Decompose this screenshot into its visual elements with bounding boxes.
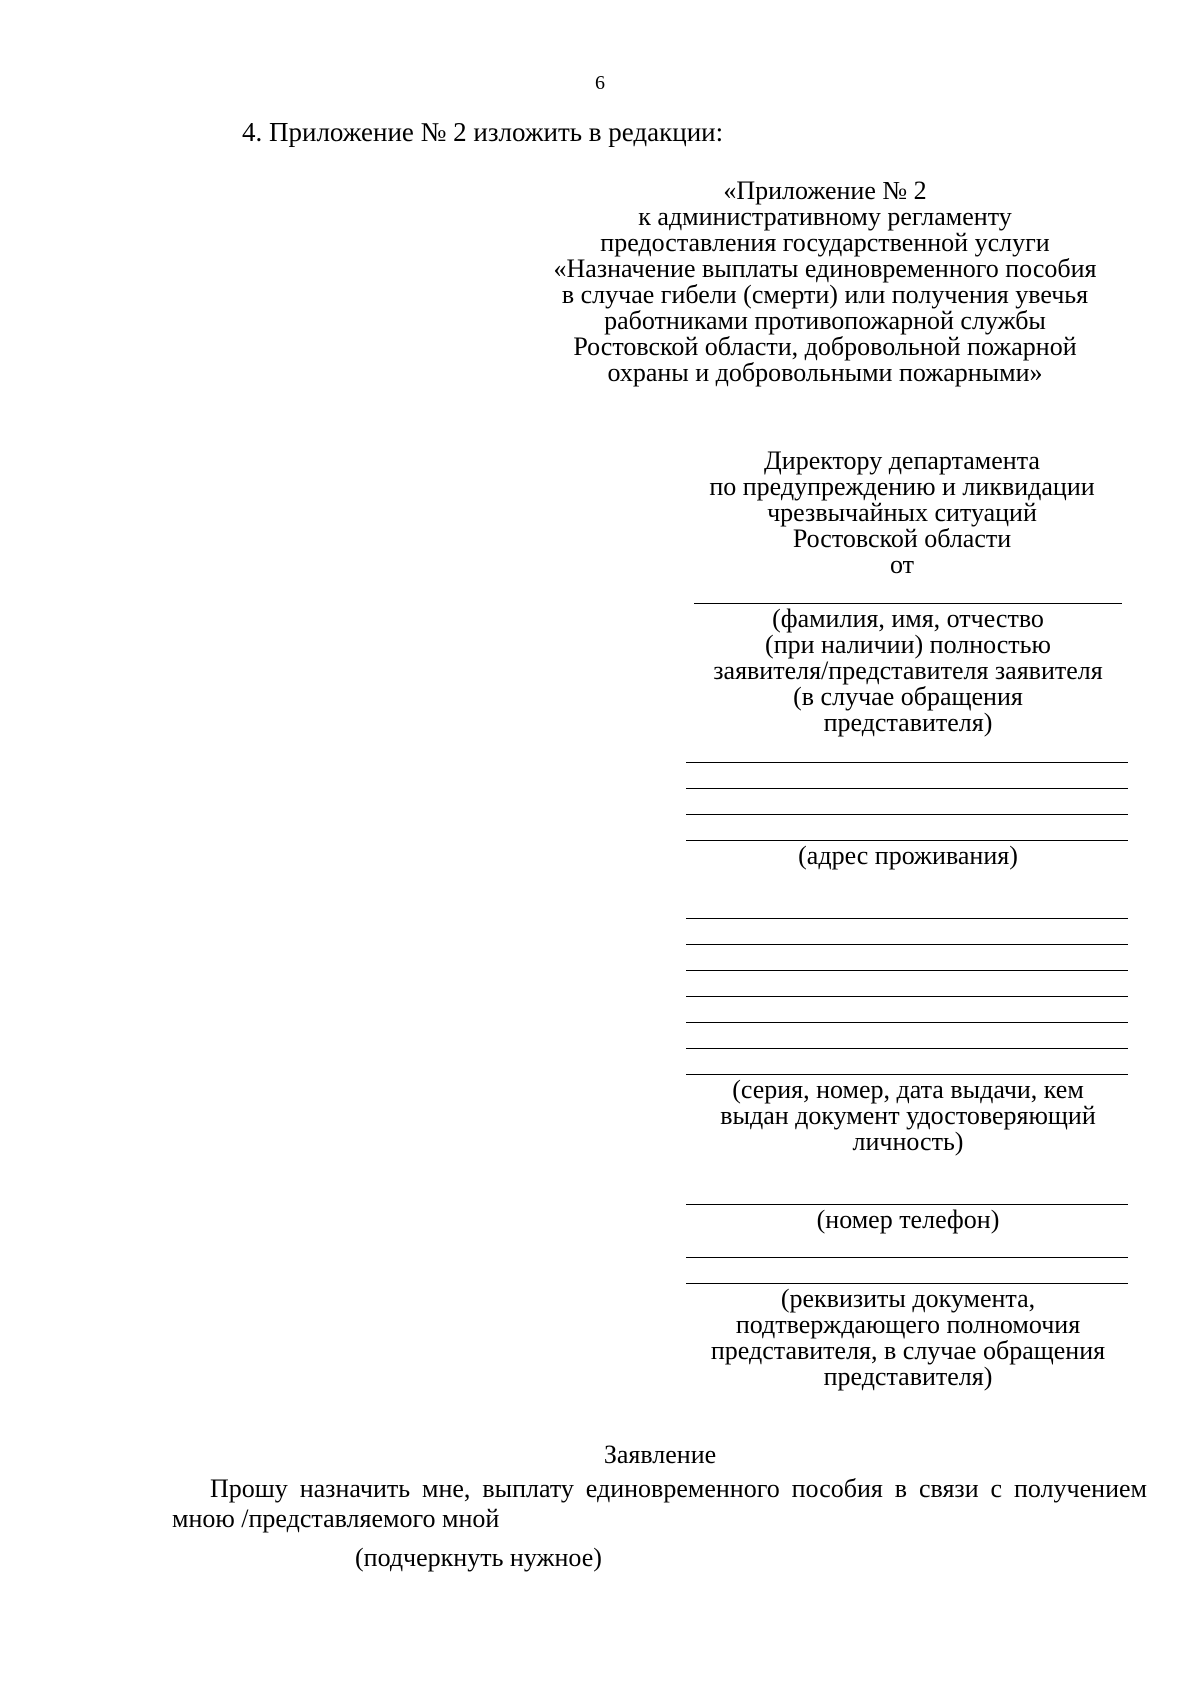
appendix-header <box>510 178 1140 386</box>
hint-line: представителя, в случае обращения <box>710 1336 1106 1365</box>
appendix-line: к административному регламенту <box>638 202 1012 231</box>
hint-line: выдан документ удостоверяющий <box>720 1101 1096 1130</box>
hint-line: представителя) <box>823 1362 993 1391</box>
appendix-line: охраны и добровольными пожарными» <box>607 358 1043 387</box>
addressee-line: чрезвычайных ситуаций <box>767 498 1037 527</box>
hint-line: (при наличии) полностью <box>765 630 1051 659</box>
address-line-2[interactable] <box>686 788 1128 789</box>
id-document-line-1[interactable] <box>686 918 1128 919</box>
hint-line: (в случае обращения <box>793 682 1023 711</box>
underline-hint: (подчеркнуть нужное) <box>355 1543 602 1572</box>
id-document-line-4[interactable] <box>686 996 1128 997</box>
phone-hint: (номер телефон) <box>816 1205 1000 1234</box>
addressee-line: Директору департамента <box>764 446 1040 475</box>
representative-document-hint <box>622 1286 1194 1390</box>
hint-line: (серия, номер, дата выдачи, кем <box>732 1075 1084 1104</box>
appendix-line: работниками противопожарной службы <box>604 306 1046 335</box>
appendix-line: «Назначение выплаты единовременного пособия <box>553 254 1097 283</box>
applicant-name-hint <box>622 606 1194 736</box>
hint-line: личность) <box>852 1127 964 1156</box>
id-document-line-6[interactable] <box>686 1048 1128 1049</box>
id-document-line-3[interactable] <box>686 970 1128 971</box>
page-number: 6 <box>595 72 605 94</box>
amendment-instruction: 4. Приложение № 2 изложить в редакции: <box>242 117 724 147</box>
addressee-block <box>612 448 1192 578</box>
statement-body: Прошу назначить мне, выплату единовременного пособия в связи с получением мною /представляемого мной <box>172 1474 1147 1533</box>
id-document-line-5[interactable] <box>686 1022 1128 1023</box>
representative-document-line-1[interactable] <box>686 1257 1128 1258</box>
hint-line: (реквизиты документа, <box>780 1284 1036 1313</box>
appendix-line: предоставления государственной услуги <box>600 228 1050 257</box>
statement-title: Заявление <box>603 1440 717 1469</box>
appendix-line: «Приложение № 2 <box>723 176 927 205</box>
address-line-1[interactable] <box>686 762 1128 763</box>
id-document-hint <box>622 1077 1194 1155</box>
address-line-3[interactable] <box>686 814 1128 815</box>
address-hint: (адрес проживания) <box>798 841 1018 870</box>
appendix-line: в случае гибели (смерти) или получения увечья <box>561 280 1089 309</box>
id-document-line-2[interactable] <box>686 944 1128 945</box>
hint-line: (фамилия, имя, отчество <box>772 604 1044 633</box>
hint-line: представителя) <box>823 708 993 737</box>
hint-line: заявителя/представителя заявителя <box>713 656 1103 685</box>
hint-line: подтверждающего полномочия <box>735 1310 1081 1339</box>
appendix-line: Ростовской области, добровольной пожарной <box>573 332 1077 361</box>
addressee-line: Ростовской области <box>792 524 1012 553</box>
addressee-line: по предупреждению и ликвидации <box>709 472 1095 501</box>
addressee-line: от <box>889 550 915 579</box>
